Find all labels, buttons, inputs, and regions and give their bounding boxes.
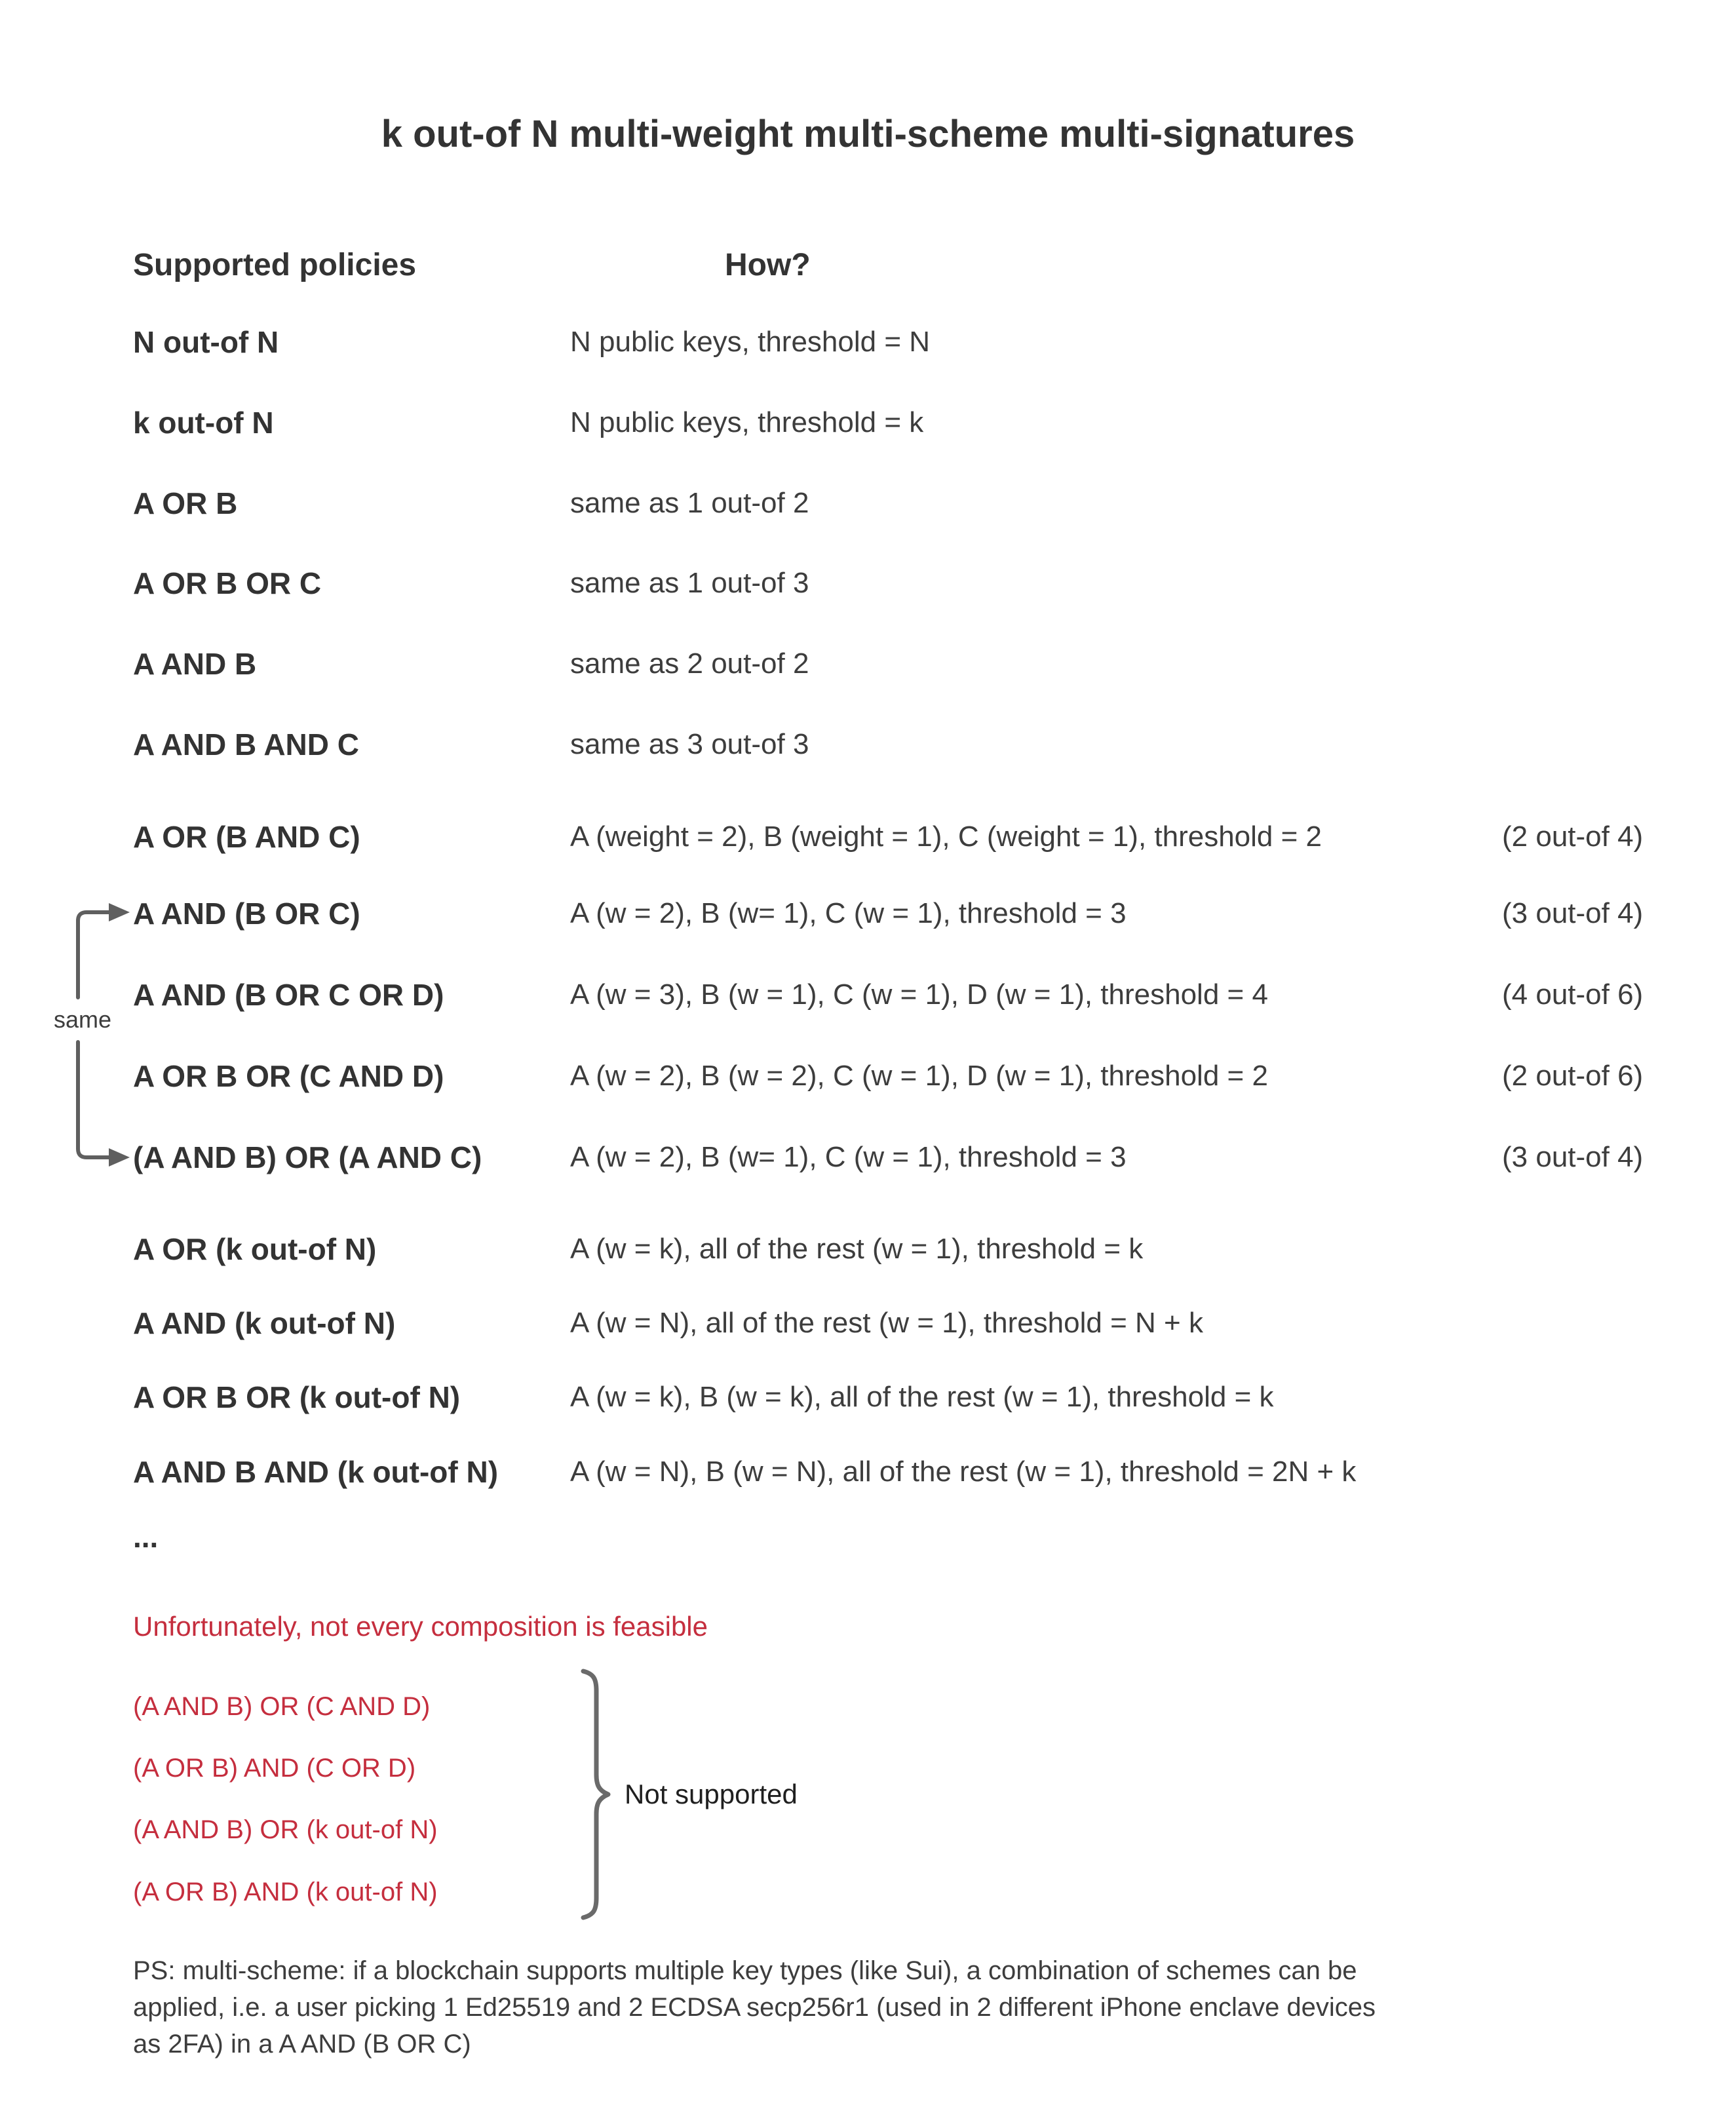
policy-cell: A OR B OR C [133, 566, 322, 600]
policy-cell: A OR B [133, 486, 238, 520]
table-row [0, 819, 1736, 855]
same-bracket-arrow [63, 897, 135, 1174]
curly-brace-icon [579, 1669, 611, 1920]
policy-cell: A AND B AND C [133, 727, 359, 762]
how-cell: A (weight = 2), B (weight = 1), C (weight = 1), threshold = 2 [570, 821, 1322, 853]
how-cell: N public keys, threshold = N [570, 326, 931, 358]
infeasible-item: (A AND B) OR (k out-of N) [133, 1815, 438, 1844]
policy-cell: A AND B [133, 647, 257, 681]
how-cell: same as 2 out-of 2 [570, 647, 809, 680]
how-cell: A (w = 2), B (w= 1), C (w = 1), threshold = 3 [570, 1141, 1127, 1173]
policy-cell: N out-of N [133, 325, 279, 359]
infeasible-item: (A OR B) AND (C OR D) [133, 1754, 416, 1783]
table-row [0, 485, 1736, 522]
how-cell: A (w = k), B (w = k), all of the rest (w = 1), threshold = k [570, 1381, 1274, 1413]
ps-note [133, 1952, 1660, 2062]
how-cell: A (w = N), all of the rest (w = 1), threshold = N + k [570, 1307, 1203, 1339]
how-cell: same as 1 out-of 2 [570, 487, 809, 519]
ellipsis: ... [133, 1520, 159, 1554]
policy-cell: A OR B OR (k out-of N) [133, 1380, 461, 1414]
how-cell: A (w = N), B (w = N), all of the rest (w = 1), threshold = 2N + k [570, 1456, 1357, 1488]
table-row [0, 565, 1736, 602]
table-row [0, 1379, 1736, 1416]
how-cell: N public keys, threshold = k [570, 406, 924, 438]
not-supported-label: Not supported [625, 1779, 798, 1809]
infeasible-heading: Unfortunately, not every composition is feasible [133, 1611, 708, 1642]
arrow-right-icon [109, 903, 130, 921]
table-row [0, 1058, 1736, 1094]
note-cell: (4 out-of 6) [1502, 978, 1644, 1011]
table-row [0, 1139, 1736, 1176]
page-title: k out-of N multi-weight multi-scheme multi-signatures [381, 113, 1355, 155]
ps-line: PS: multi-scheme: if a blockchain supports multiple key types (like Sui), a combination of schemes can be [133, 1956, 1357, 1985]
ps-line: as 2FA) in a A AND (B OR C) [133, 2030, 471, 2058]
infeasible-item: (A AND B) OR (C AND D) [133, 1692, 431, 1721]
infeasible-item: (A OR B) AND (k out-of N) [133, 1878, 438, 1906]
how-cell: A (w = 3), B (w = 1), C (w = 1), D (w = 1), threshold = 4 [570, 978, 1268, 1011]
policy-cell: A AND (B OR C OR D) [133, 978, 444, 1012]
policy-cell: A OR (B AND C) [133, 820, 360, 854]
policy-cell: (A AND B) OR (A AND C) [133, 1140, 482, 1174]
column-header-how: How? [725, 248, 811, 282]
table-row [0, 726, 1736, 763]
table-row [0, 976, 1736, 1013]
table-row [0, 1231, 1736, 1267]
note-cell: (3 out-of 4) [1502, 897, 1644, 929]
how-cell: A (w = 2), B (w = 2), C (w = 1), D (w = 1), threshold = 2 [570, 1060, 1268, 1092]
policy-cell: A OR B OR (C AND D) [133, 1059, 444, 1093]
how-cell: same as 1 out-of 3 [570, 567, 809, 599]
table-row [0, 646, 1736, 682]
table-row [0, 1454, 1736, 1490]
table-row [0, 324, 1736, 360]
ps-line: applied, i.e. a user picking 1 Ed25519 and 2 ECDSA secp256r1 (used in 2 different iPhone enclave devices [133, 1993, 1376, 2022]
how-cell: A (w = 2), B (w= 1), C (w = 1), threshold = 3 [570, 897, 1127, 929]
policy-cell: A OR (k out-of N) [133, 1232, 377, 1266]
note-cell: (2 out-of 4) [1502, 821, 1644, 853]
arrow-right-icon [109, 1148, 130, 1167]
same-label: same [50, 1005, 115, 1034]
how-cell: A (w = k), all of the rest (w = 1), threshold = k [570, 1233, 1144, 1265]
column-header-policies: Supported policies [133, 248, 417, 282]
policy-cell: A AND B AND (k out-of N) [133, 1455, 499, 1489]
policy-cell: k out-of N [133, 406, 274, 440]
note-cell: (3 out-of 4) [1502, 1141, 1644, 1173]
table-row [0, 895, 1736, 932]
note-cell: (2 out-of 6) [1502, 1060, 1644, 1092]
table-row [0, 404, 1736, 441]
policy-cell: A AND (B OR C) [133, 897, 360, 931]
table-row [0, 1305, 1736, 1342]
how-cell: same as 3 out-of 3 [570, 728, 809, 760]
policy-cell: A AND (k out-of N) [133, 1306, 396, 1340]
